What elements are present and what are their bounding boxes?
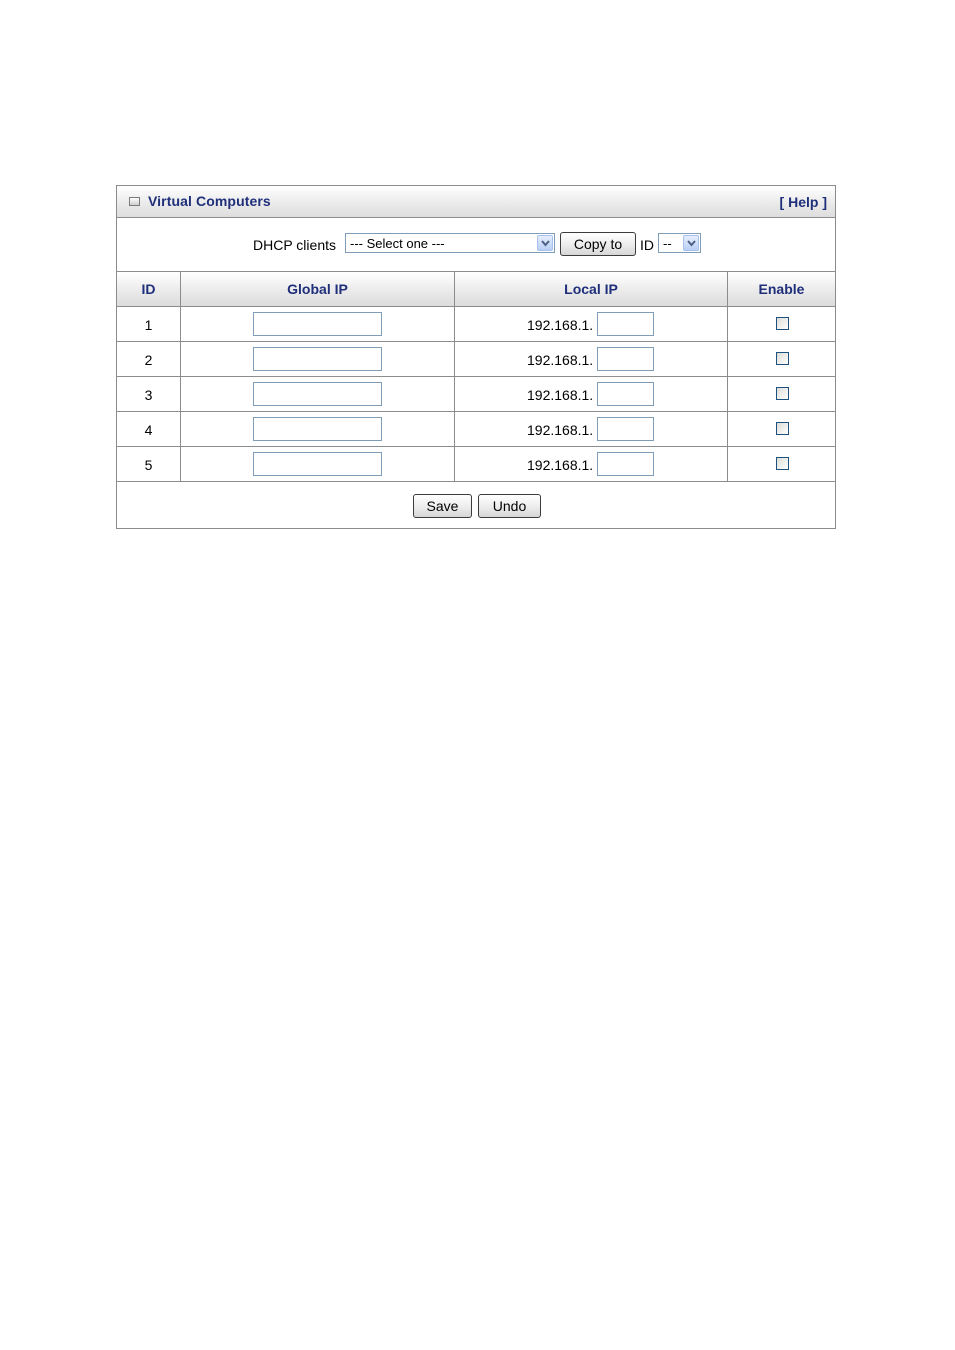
enable-checkbox[interactable] <box>776 317 789 330</box>
chevron-down-icon <box>537 235 553 251</box>
header-id: ID <box>141 281 156 297</box>
copy-id-label: ID <box>640 237 654 253</box>
row-id: 1 <box>144 317 153 333</box>
enable-checkbox[interactable] <box>776 457 789 470</box>
column-divider <box>727 272 728 482</box>
row-id: 5 <box>144 457 153 473</box>
help-link[interactable]: [ Help ] <box>779 194 827 210</box>
enable-checkbox[interactable] <box>776 352 789 365</box>
local-ip-input[interactable] <box>597 452 654 476</box>
local-ip-prefix: 192.168.1. <box>527 352 594 368</box>
header-enable: Enable <box>758 281 805 297</box>
row-id: 4 <box>144 422 153 438</box>
local-ip-prefix: 192.168.1. <box>527 387 594 403</box>
local-ip-input[interactable] <box>597 347 654 371</box>
dhcp-clients-row <box>117 218 835 272</box>
global-ip-input[interactable] <box>253 382 382 406</box>
virtual-computers-panel <box>116 185 836 529</box>
save-button[interactable]: Save <box>413 494 472 518</box>
column-divider <box>180 272 181 482</box>
copy-to-button[interactable]: Copy to <box>560 232 636 256</box>
row-id: 3 <box>144 387 153 403</box>
row-id: 2 <box>144 352 153 368</box>
local-ip-prefix: 192.168.1. <box>527 317 594 333</box>
panel-bullet-icon <box>129 197 140 206</box>
dhcp-clients-select[interactable] <box>345 233 555 253</box>
global-ip-input[interactable] <box>253 452 382 476</box>
local-ip-prefix: 192.168.1. <box>527 422 594 438</box>
chevron-down-icon <box>683 235 699 251</box>
dhcp-clients-selected: --- Select one --- <box>350 236 445 251</box>
panel-title: Virtual Computers <box>148 193 271 209</box>
local-ip-input[interactable] <box>597 382 654 406</box>
copy-id-select[interactable] <box>658 233 701 253</box>
dhcp-clients-label: DHCP clients <box>253 237 336 253</box>
panel-title-bar <box>117 186 835 218</box>
local-ip-input[interactable] <box>597 417 654 441</box>
local-ip-prefix: 192.168.1. <box>527 457 594 473</box>
header-global-ip: Global IP <box>287 281 348 297</box>
enable-checkbox[interactable] <box>776 422 789 435</box>
copy-id-selected: -- <box>663 236 672 251</box>
header-local-ip: Local IP <box>564 281 618 297</box>
local-ip-input[interactable] <box>597 312 654 336</box>
global-ip-input[interactable] <box>253 312 382 336</box>
global-ip-input[interactable] <box>253 347 382 371</box>
global-ip-input[interactable] <box>253 417 382 441</box>
column-divider <box>454 272 455 482</box>
undo-button[interactable]: Undo <box>478 494 541 518</box>
enable-checkbox[interactable] <box>776 387 789 400</box>
